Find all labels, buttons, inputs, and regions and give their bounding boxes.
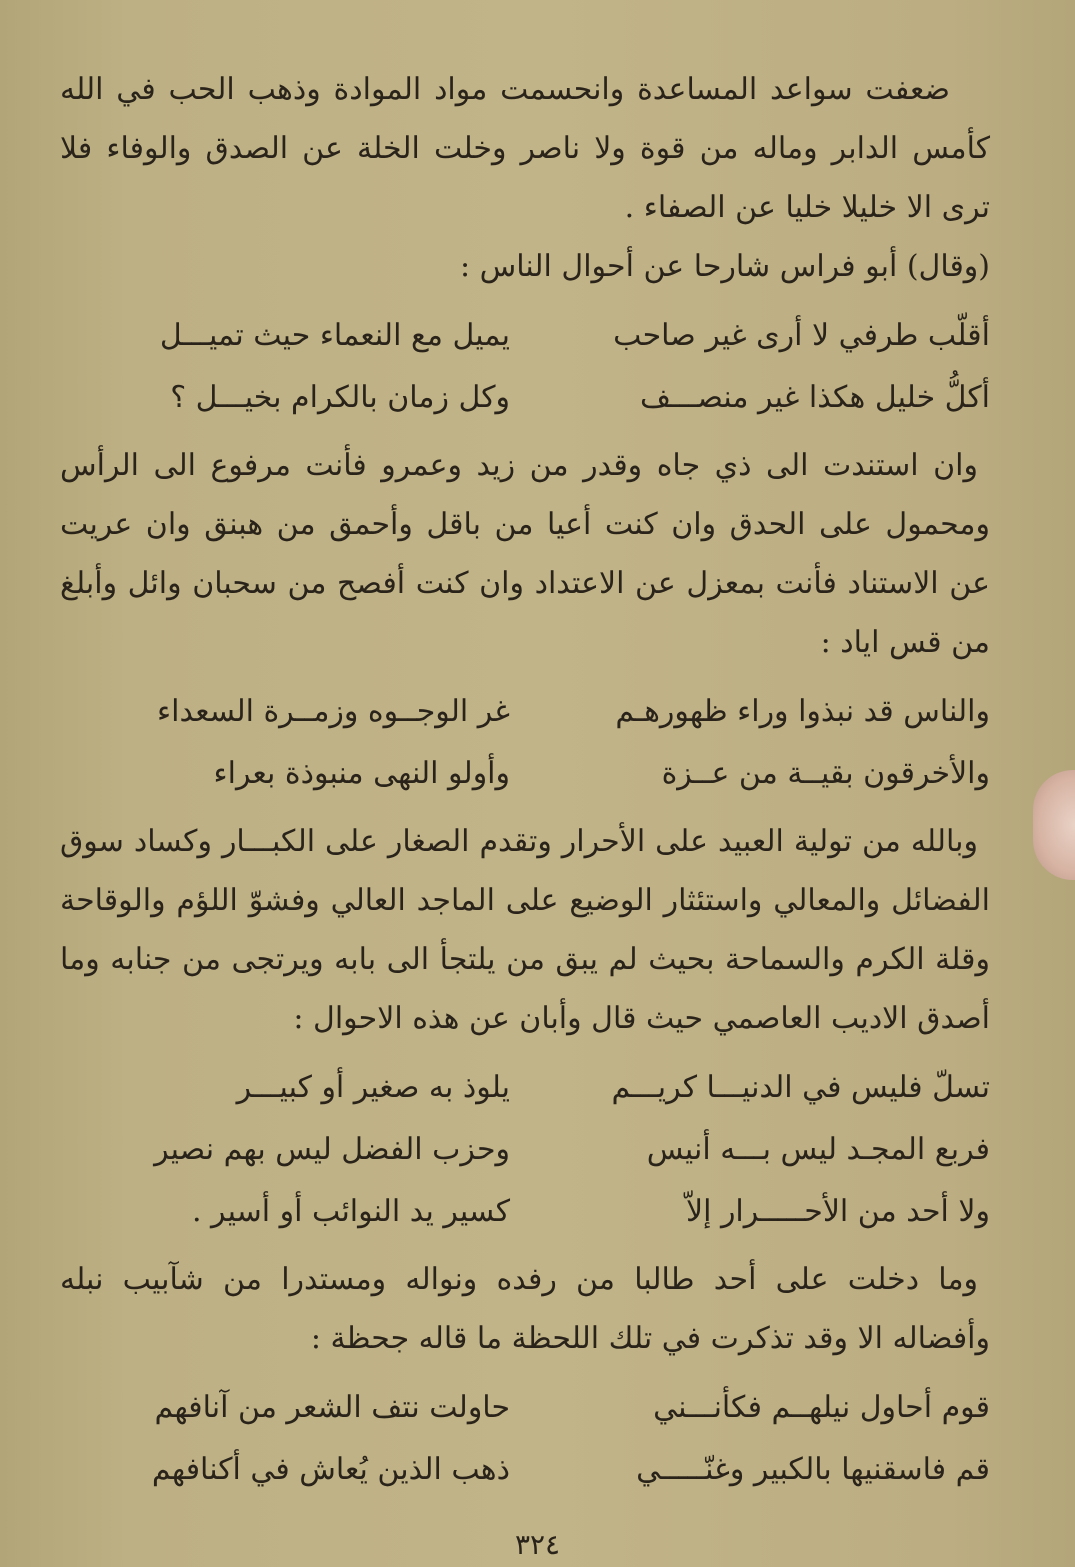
couplet (60, 1438, 990, 1500)
hemistich-right: والأخرقون بقيــة من عــزة (661, 755, 990, 791)
hemistich-left: وأولو النهى منبوذة بعراء (213, 755, 510, 791)
poem-asimi (60, 1056, 990, 1242)
paragraph-4: وما دخلت على أحد طالبا من رفده ونواله ومستدرا من شآبيب نبله وأفضاله الا وقد تذكرت في تلك اللحظة ما قاله جحظة : (60, 1262, 990, 1356)
hemistich-right: فربع المجـد ليس بـــه أنيس (646, 1131, 990, 1167)
thumb-finger (1033, 770, 1075, 880)
couplet (60, 1180, 990, 1242)
hemistich-right: أكلُّ خليل هكذا غير منصـــف (639, 379, 990, 415)
hemistich-left: حاولت نتف الشعر من آنافهم (154, 1389, 510, 1425)
paragraph-1: ضعفت سواعد المساعدة وانحسمت مواد الموادة وذهب الحب في الله كأمس الدابر وماله من قوة ولا ناصر وخلت الخلة عن الصدق والوفاء فلا ترى الا خليلا خليا عن الصفاء . (60, 72, 990, 225)
hemistich-left: ذهب الذين يُعاش في أكنافهم (151, 1451, 510, 1487)
paragraph-3: وبالله من تولية العبيد على الأحرار وتقدم الصغار على الكبـــار وكساد سوق الفضائل والمعالي واستئثار الوضيع على الماجد العالي وفشوّ اللؤم والوقاحة وقلة الكرم والسماحة بحيث لم يبق من يلتجأ الى بابه ويرتجى من جنابه وما أصدق الاديب العاصمي حيث قال وأبان عن هذه الاحوال : (60, 824, 990, 1036)
couplet (60, 1056, 990, 1118)
poem-intro: (وقال) أبو فراس شارحا عن أحوال الناس : (459, 249, 990, 284)
hemistich-right: قوم أحاول نيلهــم فكأنـــني (653, 1389, 990, 1425)
hemistich-right: والناس قد نبذوا وراء ظهورهـم (615, 693, 990, 729)
hemistich-left: يميل مع النعماء حيث تميـــل (159, 317, 510, 353)
couplet (60, 680, 990, 742)
poem-jahza (60, 1376, 990, 1500)
hemistich-left: وحزب الفضل ليس بهم نصير (154, 1131, 510, 1167)
hemistich-right: قم فاسقنيها بالكبير وغنّـــــي (636, 1451, 990, 1487)
page-body (60, 60, 990, 1508)
hemistich-right: تسلّ فليس في الدنيـــا كريـــم (611, 1069, 990, 1105)
couplet (60, 366, 990, 428)
couplet (60, 1118, 990, 1180)
page-number: ٣٢٤ (514, 1528, 561, 1561)
couplet (60, 304, 990, 366)
hemistich-right: ولا أحد من الأحـــــرار إلاّ (685, 1193, 990, 1229)
hemistich-right: أقلّب طرفي لا أرى غير صاحب (613, 317, 990, 353)
couplet (60, 1376, 990, 1438)
couplet (60, 742, 990, 804)
poem-abu-firas (60, 304, 990, 428)
paragraph-2: وان استندت الى ذي جاه وقدر من زيد وعمرو فأنت مرفوع الى الرأس ومحمول على الحدق وان كنت أعيا من باقل وأحمق من هبنق وان عريت عن الاستناد فأنت بمعزل عن الاعتداد وان كنت أفصح من سحبان وائل وأبلغ من قس اياد : (60, 448, 990, 660)
hemistich-left: غر الوجــوه وزمــرة السعداء (157, 693, 510, 729)
hemistich-left: كسير يد النوائب أو أسير . (191, 1193, 510, 1229)
hemistich-left: يلوذ به صغير أو كبيـــر (236, 1069, 510, 1105)
hemistich-left: وكل زمان بالكرام بخيـــل ؟ (170, 379, 510, 415)
poem-people (60, 680, 990, 804)
